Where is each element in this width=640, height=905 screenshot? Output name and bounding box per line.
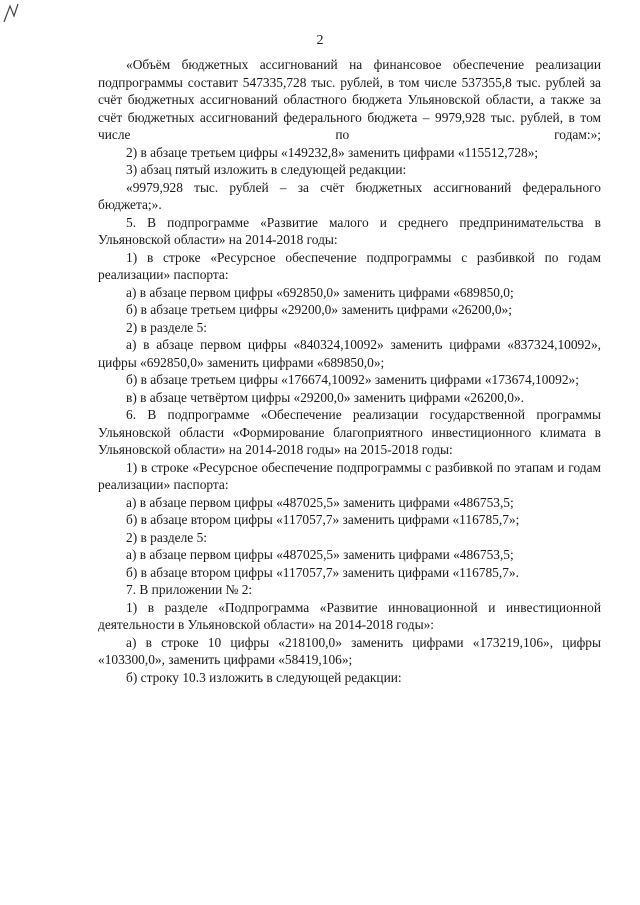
paragraph: а) в абзаце первом цифры «692850,0» заменить цифрами «689850,0; <box>126 284 514 300</box>
paragraph: а) в абзаце первом цифры «840324,10092» заменить цифрами «837324,10092», цифры «692850,0» заменить цифрами «689850,0»; <box>98 337 601 370</box>
page-number: 2 <box>316 33 324 48</box>
paragraph: «Объём бюджетных ассигнований на финансовое обеспечение реализации подпрограммы составит 547335,728 тыс. рублей, в том числе 537355,8 тыс. рублей за счёт бюджетных ассигнований областного бюджета Ульяновской области, а также за счёт бюджетных ассигнований федерального бюджета – 9979,928 тыс. рублей, в том числе по годам:»; <box>98 57 601 142</box>
document-body <box>98 56 601 686</box>
paragraph: а) в строке 10 цифры «218100,0» заменить цифрами «173219,106», цифры «103300,0», заменить цифрами «58419,106»; <box>98 634 601 667</box>
paragraph: 6. В подпрограмме «Обеспечение реализации государственной программы Ульяновской области «Формирование благоприятного инвестиционного климата в Ульяновской области» на 2014-2018 годы» на 2015-2018 годы: <box>98 407 601 457</box>
paragraph: «9979,928 тыс. рублей – за счёт бюджетных ассигнований федерального бюджета;». <box>98 179 601 212</box>
paragraph: 1) в строке «Ресурсное обеспечение подпрограммы с разбивкой по этапам и годам реализации» паспорта: <box>98 459 601 492</box>
paragraph: 1) в строке «Ресурсное обеспечение подпрограммы с разбивкой по годам реализации» паспорта: <box>98 249 601 282</box>
paragraph: б) в абзаце втором цифры «117057,7» заменить цифрами «116785,7»; <box>126 512 520 527</box>
paragraph: 7. В приложении № 2: <box>126 582 253 597</box>
paragraph: 1) в разделе «Подпрограмма «Развитие инновационной и инвестиционной деятельности в Ульяновской области» на 2014-2018 годы»: <box>98 599 601 632</box>
paragraph: 5. В подпрограмме «Развитие малого и среднего предпринимательства в Ульяновской области» на 2014-2018 годы: <box>98 214 601 247</box>
paragraph: б) в абзаце третьем цифры «29200,0» заменить цифрами «26200,0»; <box>126 302 512 317</box>
paragraph: 2) в абзаце третьем цифры «149232,8» заменить цифрами «115512,728»; <box>126 144 539 160</box>
paragraph: 2) в разделе 5: <box>126 319 208 335</box>
paragraph: в) в абзаце четвёртом цифры «29200,0» заменить цифрами «26200,0». <box>126 389 524 405</box>
page-corner-mark <box>2 2 20 24</box>
paragraph: б) в абзаце третьем цифры «176674,10092» заменить цифрами «173674,10092»; <box>126 372 579 387</box>
paragraph: б) в абзаце втором цифры «117057,7» заменить цифрами «116785,7». <box>126 564 519 580</box>
paragraph: 3) абзац пятый изложить в следующей редакции: <box>126 162 407 177</box>
paragraph: 2) в разделе 5: <box>126 529 208 545</box>
paragraph: а) в абзаце первом цифры «487025,5» заменить цифрами «486753,5; <box>126 547 514 562</box>
paragraph: а) в абзаце первом цифры «487025,5» заменить цифрами «486753,5; <box>126 494 514 510</box>
paragraph: б) строку 10.3 изложить в следующей редакции: <box>126 669 402 685</box>
